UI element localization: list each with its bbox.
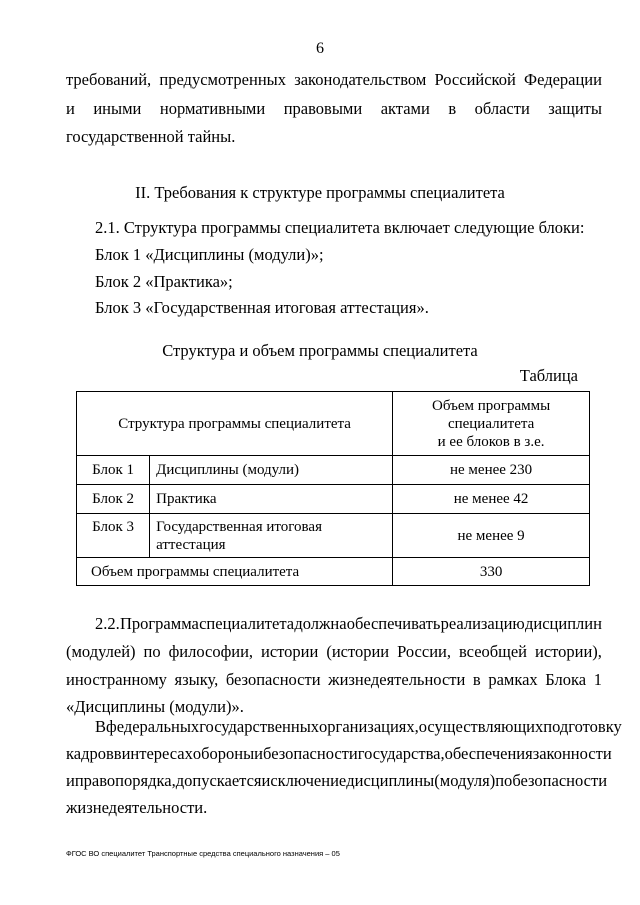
block-cell: Блок 2 [77,485,150,514]
para-line-1 [95,717,622,737]
para-line-4: жизнедеятельности. [66,798,208,817]
word: должна [294,614,347,633]
header-volume [393,392,590,456]
word: правовыми [283,99,363,118]
para-line-3 [66,771,608,791]
intro-line-1 [66,70,602,90]
word: области [474,99,530,118]
item-2-2-line-4: «Дисциплины (модули)». [66,697,244,716]
word: законности [532,744,612,763]
word: В [95,717,107,736]
header-volume-line: и ее блоков в з.е. [437,433,545,450]
word: дисциплины [346,771,435,790]
word: интересах [121,744,193,763]
word: в [448,99,457,118]
word: всеобщей [458,642,528,661]
word: защиты [548,99,602,118]
word: жизнедеятельности [328,670,466,689]
word: 1 [593,670,602,689]
name-line: аттестация [156,536,226,553]
word: законодательством [294,70,427,89]
word: истории [261,642,319,661]
word: допускается [175,771,262,790]
word: осуществляющих [418,717,544,736]
word: по [143,642,161,661]
word: и [254,744,264,763]
item-2-2-line-3 [66,670,602,690]
intro-line-2 [66,99,602,119]
name-cell: Практика [150,485,393,514]
total-value: 330 [393,558,590,586]
word: Программа [120,614,199,633]
word: требований, [66,70,152,89]
block-3-item: Блок 3 «Государственная итоговая аттестация». [95,298,429,317]
table-header-row [77,392,590,456]
word: подготовку [543,717,622,736]
word: государства, [357,744,445,763]
block-cell: Блок 3 [77,514,150,558]
footer-text: ФГОС ВО специалитет Транспортные средства специального назначения – 05 [66,849,340,858]
word: обеспечения [444,744,533,763]
word: безопасности [263,744,358,763]
intro-line-3: государственной тайны. [66,127,236,146]
total-label: Объем программы специалитета [77,558,393,586]
word: организациях, [319,717,419,736]
word: философии, [168,642,254,661]
item-2-2-line-2 [66,642,602,662]
block-cell: Блок 1 [77,456,150,485]
table-total-row [77,558,590,586]
block-1-item: Блок 1 «Дисциплины (модули)»; [95,245,324,264]
header-volume-line: специалитета [447,415,535,432]
word: и [66,99,75,118]
word: иностранному [66,670,167,689]
word: (модуля) [434,771,496,790]
header-structure: Структура программы специалитета [77,392,393,456]
word: государственных [199,717,320,736]
word: специалитета [199,614,295,633]
word: Российской [434,70,516,89]
para-line-2 [66,744,612,764]
item-2-2-line-1 [95,614,602,634]
volume-cell: не менее 42 [393,485,590,514]
word: иными [93,99,142,118]
page-number: 6 [316,40,324,57]
word: Федерации [524,70,602,89]
word: обороны [192,744,255,763]
word: кадров [66,744,114,763]
table-row [77,514,590,558]
item-2-1: 2.1. Структура программы специалитета включает следующие блоки: [95,218,585,237]
word: исключение [261,771,347,790]
word: по [495,771,513,790]
word: актами [380,99,430,118]
word: истории), [535,642,602,661]
name-cell [150,514,393,558]
structure-table [76,391,590,586]
table-label: Таблица [519,366,578,385]
name-line: Государственная итоговая [156,518,322,535]
header-volume-line: Объем программы [432,397,551,414]
word: федеральных [106,717,200,736]
word: в [472,670,481,689]
word: (истории [326,642,390,661]
word: нормативными [159,99,266,118]
volume-cell: не менее 9 [393,514,590,558]
word: (модулей) [66,642,136,661]
word: и [66,771,75,790]
word: безопасности [512,771,608,790]
word: безопасности [225,670,321,689]
word: правопорядка, [74,771,176,790]
volume-cell: не менее 230 [393,456,590,485]
word: Блока [545,670,587,689]
block-2-item: Блок 2 «Практика»; [95,272,233,291]
table-title: Структура и объем программы специалитета [162,341,478,360]
word: предусмотренных [159,70,286,89]
word: языку, [174,670,219,689]
name-cell: Дисциплины (модули) [150,456,393,485]
word: дисциплин [524,614,602,633]
word: рамках [488,670,538,689]
word: 2.2. [95,614,120,633]
table-row [77,456,590,485]
table-row [77,485,590,514]
word: России, [397,642,451,661]
word: в [113,744,122,763]
word: обеспечивать [346,614,441,633]
section-heading: II. Требования к структуре программы специалитета [135,183,505,202]
word: реализацию [440,614,525,633]
